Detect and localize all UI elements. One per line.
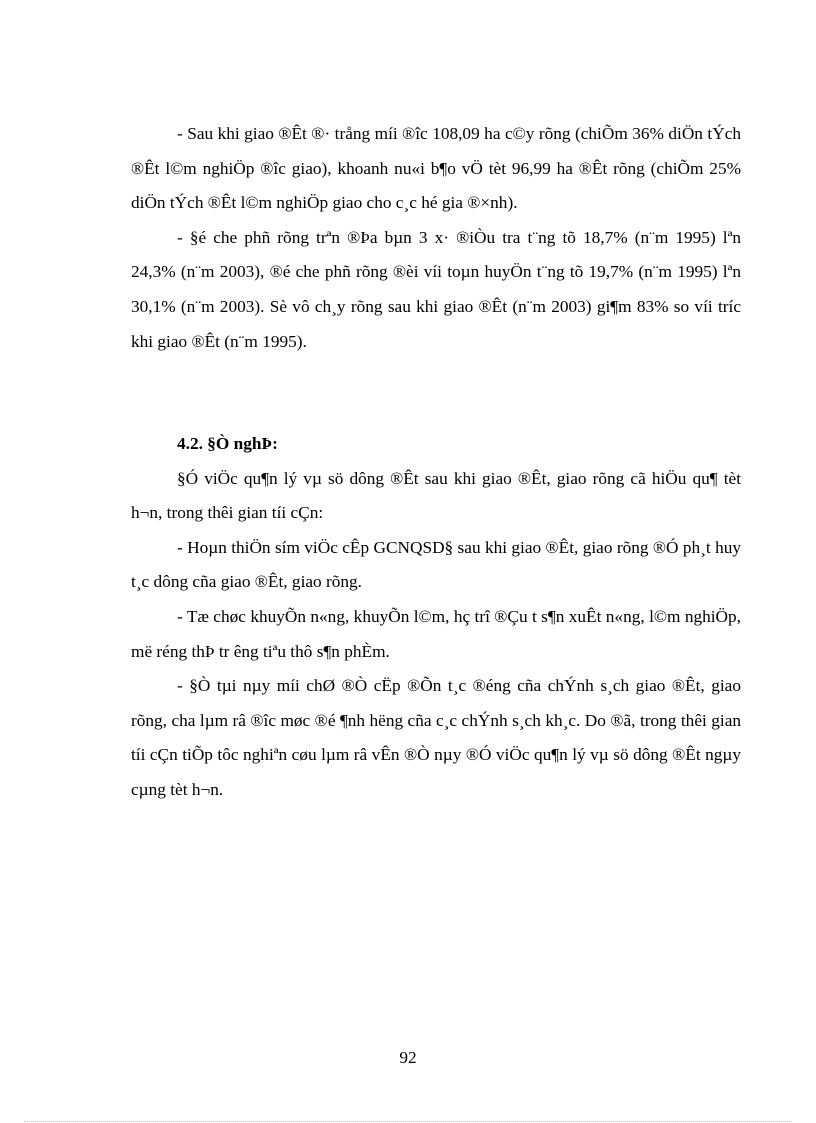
paragraph-recommendation-intro: §Ó viÖc qu¶n lý vµ sö dông ®Êt sau khi giao ®Êt, giao rõng cã hiÖu qu¶ tèt h¬n, trong thêi gian tíi cÇn:	[131, 468, 741, 523]
page-number: 92	[399, 1048, 417, 1067]
paragraph-forest-cover: - §é che phñ rõng trªn ®Þa bµn 3 x· ®iÒu tra t¨ng tõ 18,7% (n¨m 1995) lªn 24,3% (n¨m 2003), ®é che phñ rõng ®èi víi toµn huyÖn t¨ng tõ 19,7% (n¨m 1995) lªn 30,1% (n¨m 2003). Sè vô ch¸y rõng sau khi giao ®Êt (n¨m 2003) gi¶m 83% so víi tríc khi giao ®Êt (n¨m 1995).	[131, 227, 741, 351]
recommendations-section	[131, 427, 741, 808]
section-heading-recommendations: 4.2. §Ò nghÞ:	[177, 434, 278, 453]
paragraph-recommendation-further-research: - §Ò tµi nµy míi chØ ®Ò cËp ®Õn t¸c ®éng cña chÝnh s¸ch giao ®Êt, giao rõng, cha lµm râ ®îc møc ®é ¶nh hëng cña c¸c chÝnh s¸ch kh¸c. Do ®ã, trong thêi gian tíi cÇn tiÕp tôc nghiªn cøu lµm râ vÊn ®Ò nµy ®Ó viÖc qu¶n lý vµ sö dông ®Êt ngµy cµng tèt h¬n.	[131, 676, 741, 799]
page-bottom-divider	[24, 1121, 792, 1122]
paragraph-recommendation-extension: - Tæ chøc khuyÕn n«ng, khuyÕn l©m, hç trî ®Çu t s¶n xuÊt n«ng, l©m nghiÖp, më réng thÞ tr êng tiªu thô s¶n phÈm.	[131, 606, 741, 661]
paragraph-reforestation: - Sau khi giao ®Êt ®· trång míi ®îc 108,09 ha c©y rõng (chiÕm 36% diÖn tÝch ®Êt l©m nghiÖp ®îc giao), khoanh nu«i b¶o vÖ tèt 96,99 ha ®Êt rõng (chiÕm 25% diÖn tÝch ®Êt l©m nghiÖp giao cho c¸c hé gia ®×nh).	[131, 124, 741, 213]
conclusion-results-section	[131, 117, 741, 359]
paragraph-recommendation-certificates: - Hoµn thiÖn sím viÖc cÊp GCNQSD§ sau khi giao ®Êt, giao rõng ®Ó ph¸t huy t¸c dông cña giao ®Êt, giao rõng.	[131, 537, 741, 592]
